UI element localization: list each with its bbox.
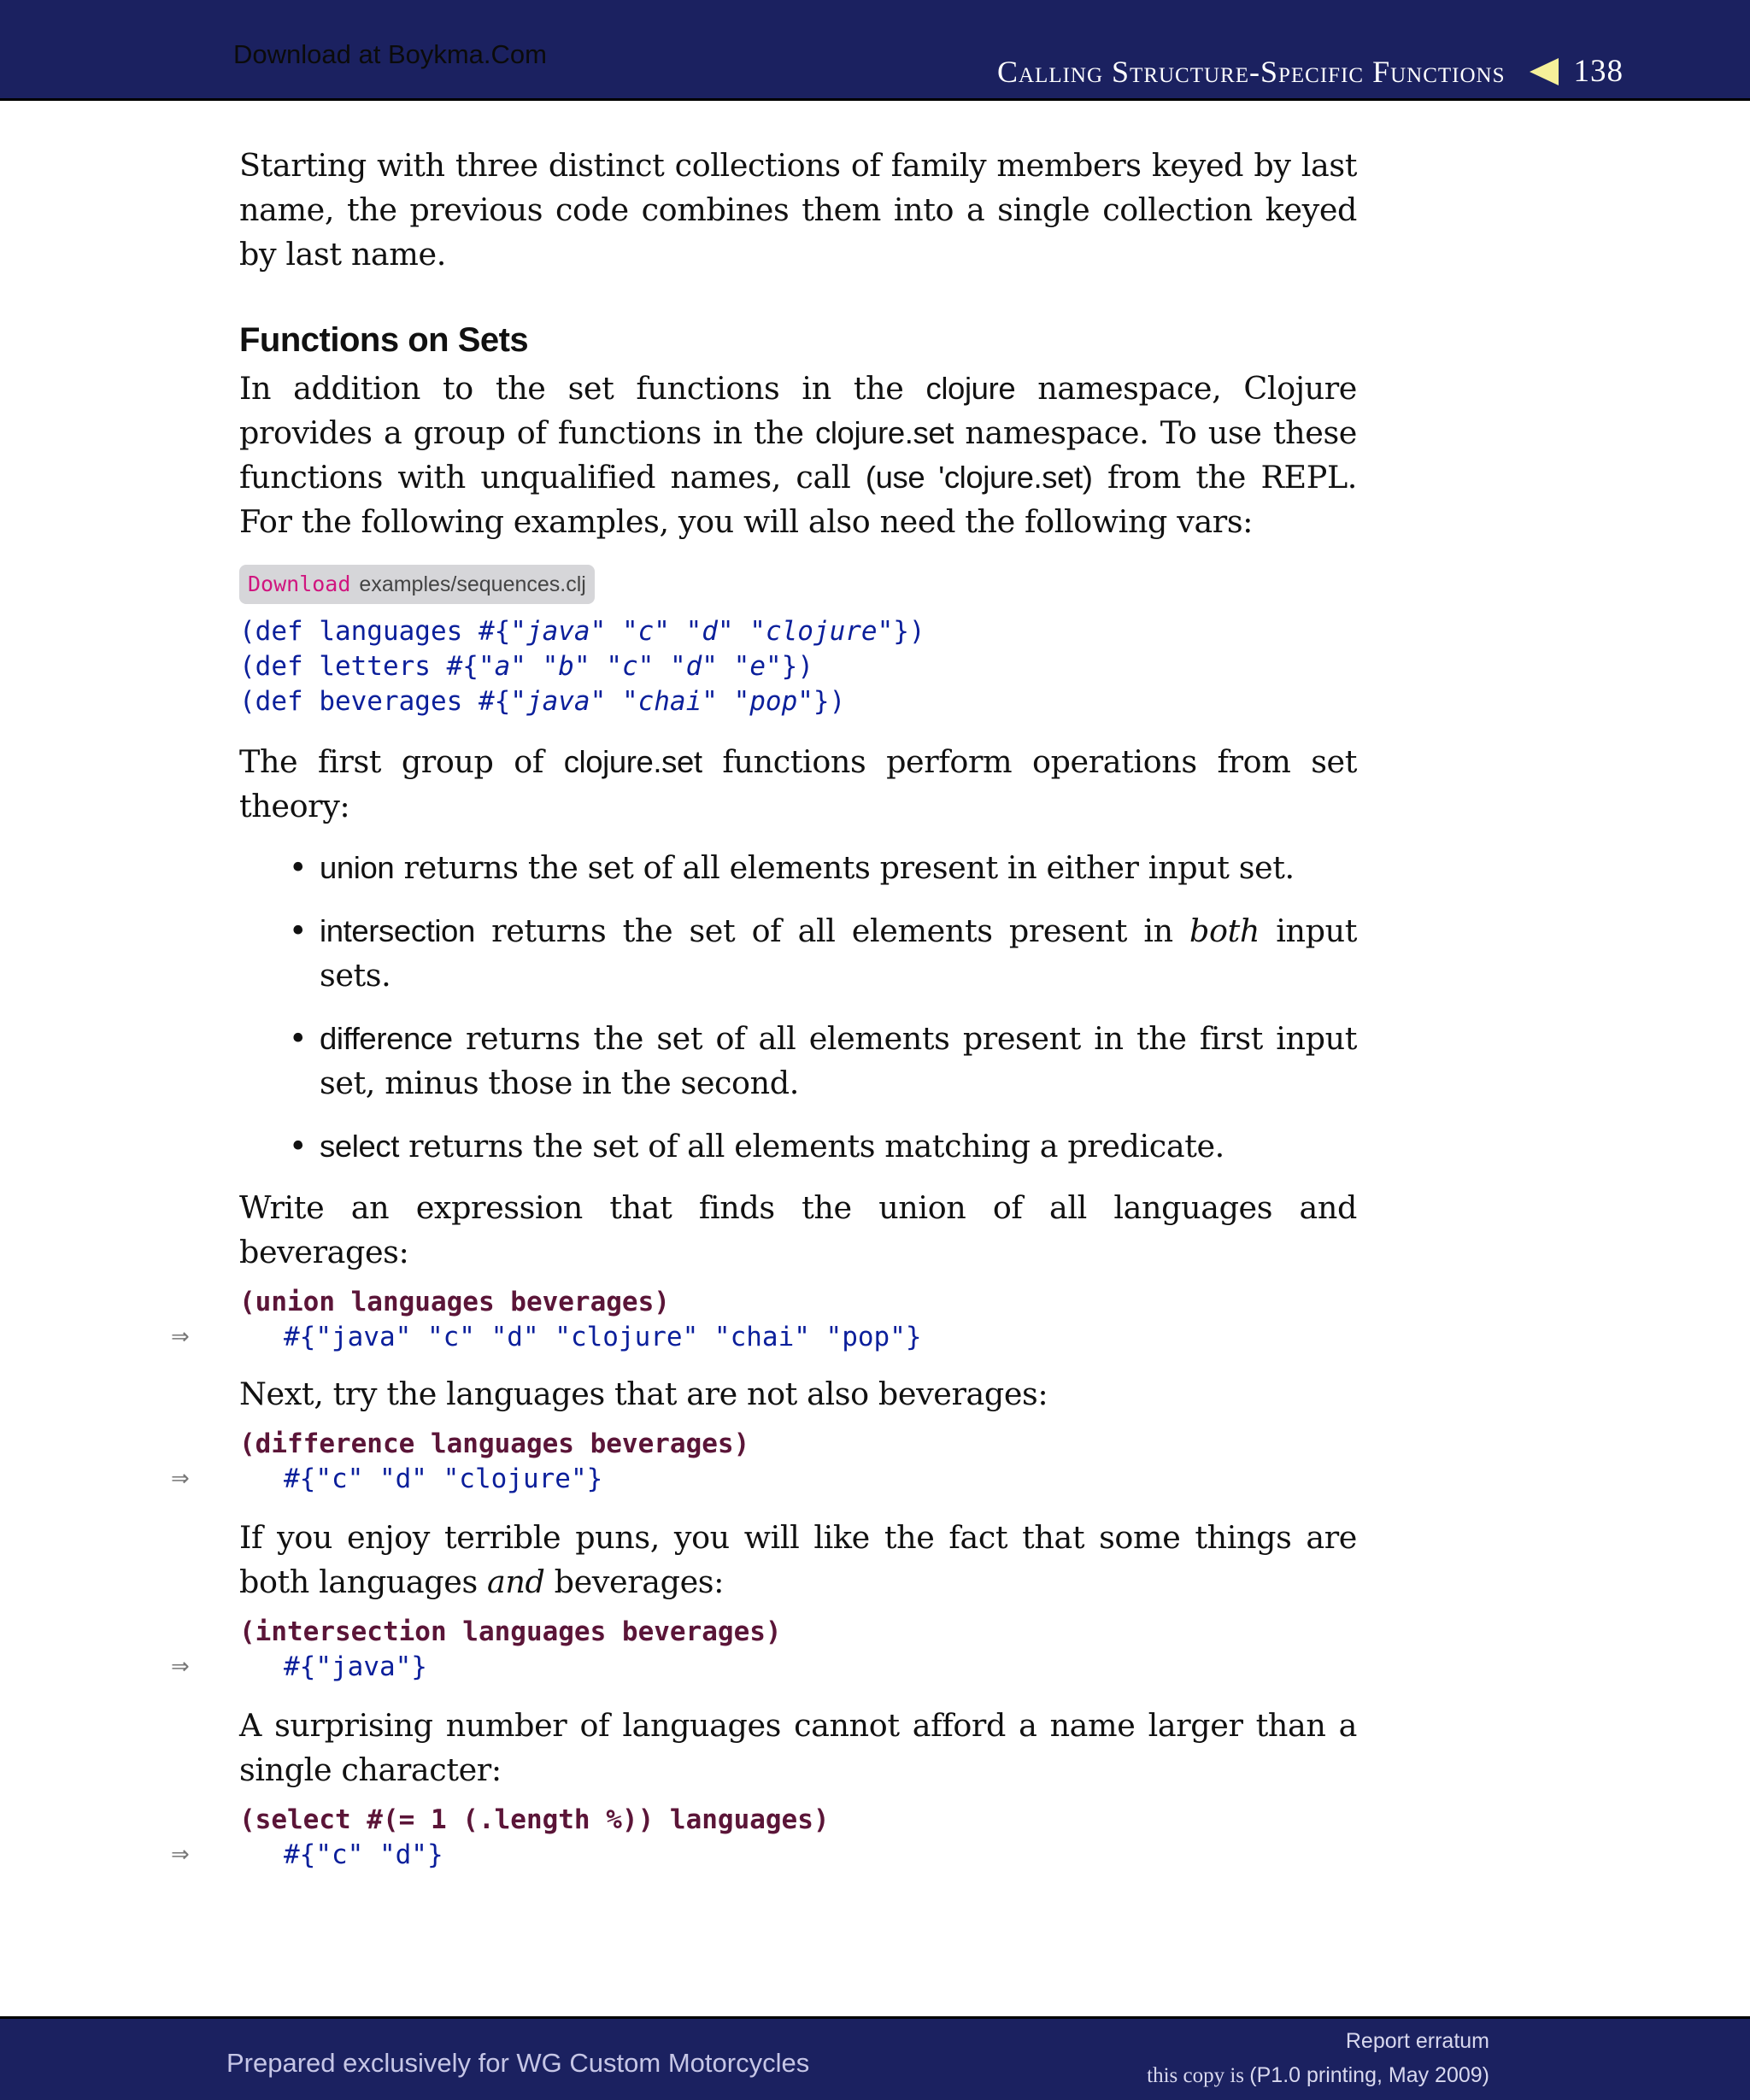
result-row [171,1320,1357,1355]
set-theory-paragraph [239,740,1357,829]
text-span: If you enjoy terrible puns, you will like the fact that some things are both languages [239,1519,1357,1600]
difference-example [171,1427,1357,1497]
list-item [239,909,1357,998]
def-prefix: (def languages #{ [239,616,511,647]
text-span: functions perform operations from set theory: [239,743,1357,824]
download-keyword: Download [248,572,351,596]
text-span: returns the set of all elements matching a predicate. [398,1128,1224,1164]
result-row [171,1650,1357,1685]
def-item: "d" [669,651,718,682]
function-name: intersection [320,913,475,948]
def-suffix: }) [813,686,846,717]
function-name: difference [320,1021,453,1056]
page-content [171,144,1357,1873]
text-span: namespace. To use these functions with unqualified names, call [239,414,1357,496]
text-span: returns the set of all elements present in either input set. [394,849,1295,886]
page-header [0,0,1750,101]
running-title: Calling Structure-Specific Functions [996,54,1506,89]
copy-info [1147,2063,1489,2088]
def-item: "d" [685,616,734,647]
def-item: "pop" [733,686,813,717]
code-output: #{"java" "c" "d" "clojure" "chai" "pop"} [284,1322,922,1352]
report-erratum-link[interactable]: Report erratum [1345,2029,1489,2053]
list-item [239,846,1357,890]
select-example [171,1803,1357,1873]
printing-info: (P1.0 printing, May 2009) [1249,2063,1489,2087]
page-number: 138 [1573,54,1624,89]
code-input: (intersection languages beverages) [239,1616,782,1647]
code-output: #{"c" "d" "clojure"} [284,1464,603,1494]
set-functions-list [239,846,1357,1169]
intersection-example [171,1615,1357,1685]
def-prefix: (def beverages #{ [239,686,511,717]
code-output: #{"java"} [284,1651,427,1682]
code-input: (select #(= 1 (.length %)) languages) [239,1804,830,1835]
text-span: input sets. [320,912,1357,994]
def-item: "java" [510,616,607,647]
section-title: Functions on Sets [239,321,529,359]
def-line [239,614,1357,649]
list-item [239,1017,1357,1106]
namespace-name: clojure.set [563,744,702,779]
function-name: union [320,850,395,885]
def-line [239,684,1357,719]
function-name: select [320,1129,399,1164]
result-row [171,1838,1357,1873]
emphasis: and [487,1563,545,1600]
union-paragraph: Write an expression that finds the union of all languages and beverages: [239,1189,1357,1270]
def-prefix: (def letters #{ [239,651,479,682]
prepared-for-note: Prepared exclusively for WG Custom Motorcycles [226,2048,810,2078]
def-item: "java" [510,686,607,717]
running-title-bar [997,53,1624,90]
text-span: returns the set of all elements present in the first input set, minus those in the second. [320,1020,1357,1101]
namespace-name: clojure [925,371,1016,406]
text-span: returns the set of all elements present in [474,912,1190,949]
bullet-icon: • [289,912,308,949]
difference-paragraph: Next, try the languages that are not also beverages: [239,1376,1048,1412]
download-path: examples/sequences.clj [359,572,586,596]
text-span: from the REPL. For the following examples, you will also need the following vars: [239,459,1357,540]
list-item [239,1124,1357,1169]
bullet-icon: • [289,849,308,886]
defs-code-block [239,614,1357,719]
result-arrow-icon: ⇒ [171,1842,190,1868]
use-call: (use 'clojure.set) [865,460,1093,495]
download-note: Download at Boykma.Com [233,39,547,69]
def-item: "b" [542,651,590,682]
def-item: "c" [621,616,670,647]
result-row [171,1462,1357,1497]
page-footer [0,2016,1750,2100]
code-input: (difference languages beverages) [239,1428,750,1459]
union-example [171,1285,1357,1355]
def-line [239,649,1357,684]
code-input: (union languages beverages) [239,1287,670,1317]
result-arrow-icon: ⇒ [171,1324,190,1350]
bullet-icon: • [289,1128,308,1164]
section-paragraph [239,367,1357,544]
code-output: #{"c" "d"} [284,1839,443,1870]
select-paragraph: A surprising number of languages cannot afford a name larger than a single character: [239,1707,1357,1788]
result-arrow-icon: ⇒ [171,1654,190,1680]
bullet-icon: • [289,1020,308,1057]
text-span: The first group of [239,743,564,780]
def-item: "c" [606,651,655,682]
def-item: "clojure" [749,616,894,647]
namespace-name: clojure.set [815,415,954,450]
def-suffix: }) [781,651,813,682]
def-suffix: }) [893,616,925,647]
text-span: this copy is [1147,2064,1250,2087]
intro-paragraph: Starting with three distinct collections of family members keyed by last name, the previous code combines them into a single collection keyed by last name. [239,147,1357,273]
def-item: "chai" [621,686,718,717]
def-item: "e" [733,651,782,682]
previous-page-arrow-icon[interactable] [1530,58,1559,85]
text-span: In addition to the set functions in the [239,370,926,407]
text-span: namespace, Clojure provides a group of functions in the [239,370,1357,451]
emphasis: both [1189,912,1260,949]
intersection-paragraph [239,1516,1357,1604]
download-tag-row [239,565,1357,604]
text-span: beverages: [544,1563,725,1600]
result-arrow-icon: ⇒ [171,1466,190,1492]
def-item: "a" [478,651,526,682]
download-link[interactable] [239,565,595,604]
